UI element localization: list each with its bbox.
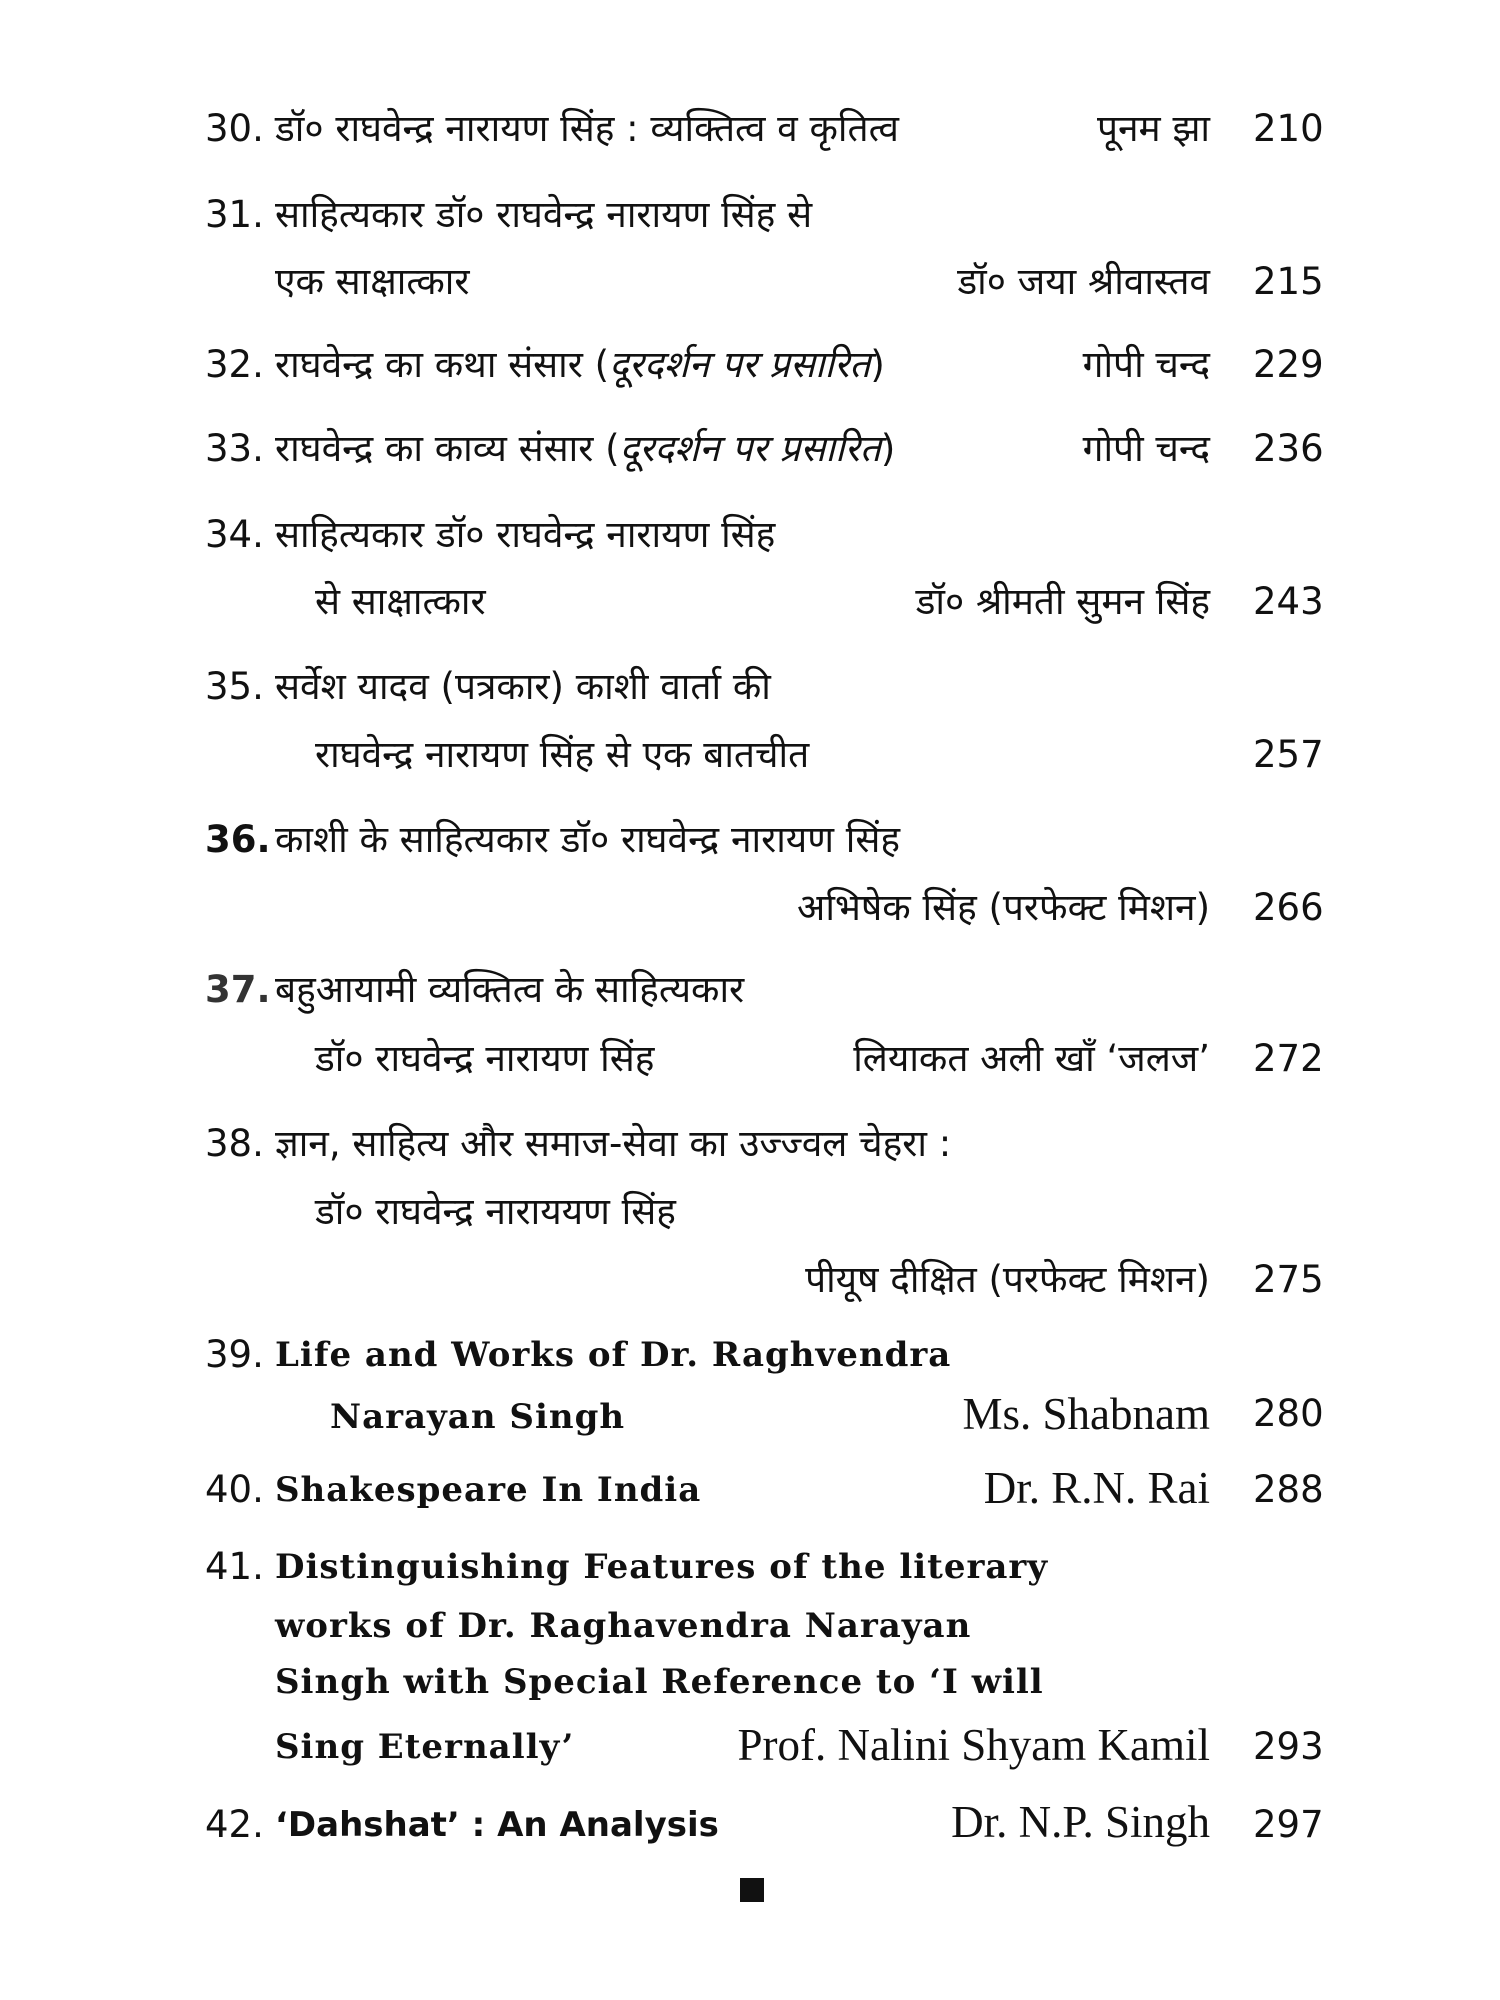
entry-31-title-cont: एक साक्षात्कार [275, 260, 470, 303]
entry-41-page: 293 [1253, 1725, 1324, 1768]
entry-38-page: 275 [1253, 1258, 1324, 1301]
entry-32-note: दूरदर्शन पर प्रसारित [609, 343, 871, 386]
entry-33-author: गोपी चन्द [1082, 427, 1210, 470]
entry-41-title-cont-3: Sing Eternally’ [275, 1727, 575, 1767]
entry-32-author: गोपी चन्द [1082, 343, 1210, 386]
entry-41-author: Prof. Nalini Shyam Kamil [737, 1720, 1210, 1770]
entry-34-title: साहित्यकार डॉ० राघवेन्द्र नारायण सिंह [275, 513, 776, 556]
entry-30-number: 30. [205, 107, 264, 150]
entry-33-number: 33. [205, 427, 264, 470]
entry-37-title-cont: डॉ० राघवेन्द्र नारायण सिंह [315, 1037, 655, 1080]
entry-30-title: डॉ० राघवेन्द्र नारायण सिंह : व्यक्तित्व व कृतित्व [275, 107, 899, 150]
entry-39-page: 280 [1253, 1392, 1324, 1435]
entry-41-title-cont-1: works of Dr. Raghavendra Narayan [275, 1606, 972, 1646]
entry-31-number: 31. [205, 193, 264, 236]
entry-41-title: Distinguishing Features of the literary [275, 1547, 1049, 1587]
entry-34-title-cont: से साक्षात्कार [315, 580, 486, 623]
entry-36-number: 36. [205, 818, 271, 861]
entry-34-number: 34. [205, 513, 264, 556]
entry-42-title: ‘Dahshat’ : An Analysis [275, 1805, 719, 1845]
entry-31-page: 215 [1253, 260, 1324, 303]
entry-32-page: 229 [1253, 343, 1324, 386]
entry-42-number: 42. [205, 1803, 264, 1846]
entry-38-title-cont: डॉ० राघवेन्द्र नाराययण सिंह [315, 1190, 676, 1233]
entry-33-title-line: राघवेन्द्र का काव्य संसार (दूरदर्शन पर प्रसारित) [275, 427, 896, 470]
end-of-list-square-icon [740, 1878, 764, 1902]
entry-42-page: 297 [1253, 1803, 1324, 1846]
entry-35-number: 35. [205, 665, 264, 708]
entry-39-author: Ms. Shabnam [962, 1389, 1210, 1439]
entry-40-number: 40. [205, 1468, 264, 1511]
entry-32-title: राघवेन्द्र का कथा संसार [275, 343, 583, 386]
entry-37-title: बहुआयामी व्यक्तित्व के साहित्यकार [275, 968, 745, 1011]
entry-37-number: 37. [205, 968, 271, 1011]
entry-36-author: अभिषेक सिंह (परफेक्ट मिशन) [797, 886, 1210, 929]
entry-32-title-line: राघवेन्द्र का कथा संसार (दूरदर्शन पर प्रसारित) [275, 343, 885, 386]
entry-35-page: 257 [1253, 733, 1324, 776]
entry-30-page: 210 [1253, 107, 1324, 150]
entry-34-author: डॉ० श्रीमती सुमन सिंह [915, 580, 1210, 623]
entry-31-author: डॉ० जया श्रीवास्तव [957, 260, 1210, 303]
entry-30-author: पूनम झा [1097, 107, 1210, 150]
entry-34-page: 243 [1253, 580, 1324, 623]
entry-37-author: लियाकत अली खाँ ‘जलज’ [853, 1037, 1210, 1080]
entry-32-number: 32. [205, 343, 264, 386]
entry-38-title: ज्ञान, साहित्य और समाज-सेवा का उज्ज्वल चेहरा : [275, 1122, 952, 1165]
entry-38-number: 38. [205, 1122, 264, 1165]
entry-37-page: 272 [1253, 1037, 1324, 1080]
entry-41-title-cont-2: Singh with Special Reference to ‘I will [275, 1662, 1044, 1702]
entry-31-title: साहित्यकार डॉ० राघवेन्द्र नारायण सिंह से [275, 193, 813, 236]
entry-33-note: दूरदर्शन पर प्रसारित [619, 427, 881, 470]
entry-33-page: 236 [1253, 427, 1324, 470]
entry-35-title: सर्वेश यादव (पत्रकार) काशी वार्ता की [275, 665, 771, 708]
entry-39-title-cont: Narayan Singh [330, 1397, 626, 1437]
entry-40-page: 288 [1253, 1468, 1324, 1511]
entry-33-title: राघवेन्द्र का काव्य संसार [275, 427, 594, 470]
entry-36-page: 266 [1253, 886, 1324, 929]
entry-41-number: 41. [205, 1545, 264, 1588]
entry-39-number: 39. [205, 1333, 264, 1376]
entry-39-title: Life and Works of Dr. Raghvendra [275, 1335, 952, 1375]
entry-35-title-cont: राघवेन्द्र नारायण सिंह से एक बातचीत [315, 733, 810, 776]
entry-38-author: पीयूष दीक्षित (परफेक्ट मिशन) [805, 1258, 1210, 1301]
entry-42-author: Dr. N.P. Singh [951, 1797, 1210, 1847]
entry-40-title: Shakespeare In India [275, 1470, 702, 1510]
entry-40-author: Dr. R.N. Rai [983, 1463, 1210, 1513]
entry-36-title: काशी के साहित्यकार डॉ० राघवेन्द्र नारायण सिंह [275, 818, 901, 861]
